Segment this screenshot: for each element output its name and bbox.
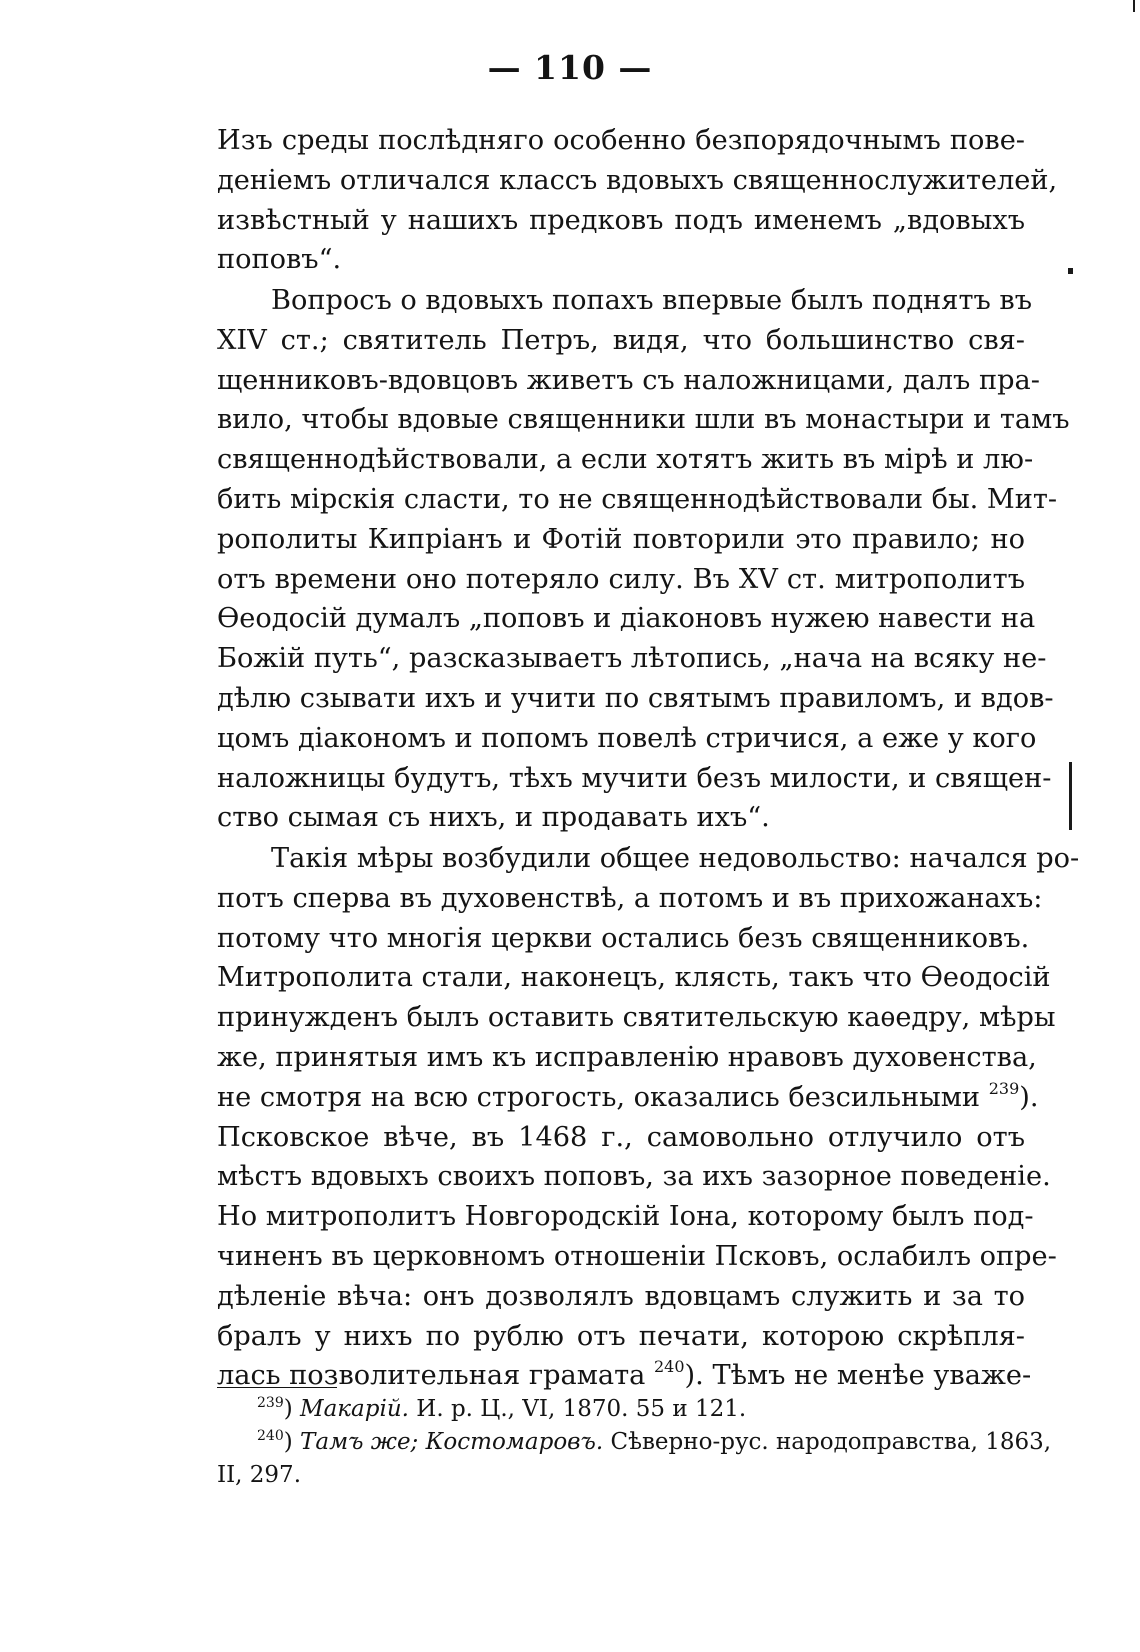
text-line: Такія мѣры возбудили общее недовольство: начался ро- <box>271 843 1080 874</box>
footnote-close: ) <box>283 1429 293 1455</box>
page-number: — 110 — <box>487 48 653 87</box>
footnotes <box>217 1393 1052 1492</box>
text-line: рополиты Кипріанъ и Фотій повторили это правило; но <box>217 523 1025 555</box>
footnote-ref-close: ). <box>684 1360 704 1392</box>
scan-margin-mark <box>1133 0 1135 12</box>
footnote-text: Сѣверно-рус. народоправства, 1863, <box>610 1429 1052 1455</box>
text-line: священнодѣйствовали, а если хотятъ жить въ мірѣ и лю- <box>217 444 1034 476</box>
text-line: поповъ“. <box>217 244 342 276</box>
footnote-author: Макарій. <box>300 1396 409 1422</box>
text-line: Но митрополитъ Новгородскій Іона, которому былъ под- <box>217 1201 1034 1233</box>
footnote-240-continuation: II, 297. <box>217 1462 302 1488</box>
footnote-number: 240 <box>257 1428 284 1444</box>
text-line: бить мірскія сласти, то не священнодѣйствовали бы. Мит- <box>217 483 1058 515</box>
text-line: Изъ среды послѣдняго особенно безпорядочнымъ пове- <box>217 125 1025 156</box>
text-line: извѣстный у нашихъ предковъ подъ именемъ „вдовыхъ <box>217 204 1025 236</box>
footnote-close: ) <box>283 1396 293 1422</box>
text-line: мѣстъ вдовыхъ своихъ поповъ, за ихъ зазорное поведеніе. <box>217 1161 1051 1193</box>
footnote-author: Тамъ же; <box>300 1429 419 1455</box>
text-line: наложницы будутъ, тѣхъ мучити безъ милости, и священ- <box>217 762 1052 794</box>
text-line: XIV ст.; святитель Петръ, видя, что большинство свя- <box>217 324 1025 356</box>
footnote-239 <box>217 1393 1025 1426</box>
footnote-240 <box>217 1426 1052 1459</box>
scan-margin-mark <box>1069 762 1072 830</box>
footnote-ref-close: ). <box>1019 1081 1039 1113</box>
text-line: Вопросъ о вдовыхъ попахъ впервые былъ поднятъ въ <box>271 285 1033 316</box>
footnote-author: Костомаровъ. <box>425 1429 604 1455</box>
text-line: Божій путь“, разсказываетъ лѣтопись, „нача на всяку не- <box>217 643 1047 675</box>
paragraph-3 <box>217 839 1080 1396</box>
text-line: вило, чтобы вдовые священники шли въ монастыри и тамъ <box>217 404 1070 436</box>
paragraph-1 <box>217 121 1058 280</box>
text-segment: Тѣмъ не менѣе уваже- <box>712 1360 1032 1392</box>
footnote-number: 239 <box>257 1395 284 1411</box>
text-line: же, принятыя имъ къ исправленію нравовъ духовенства, <box>217 1041 1037 1073</box>
scan-margin-mark <box>1068 268 1073 274</box>
text-line: чиненъ въ церковномъ отношеніи Псковъ, ослабилъ опре- <box>217 1240 1057 1272</box>
text-segment: лась позволительная грамата <box>217 1360 646 1392</box>
text-line: отъ времени оно потеряло силу. Въ XV ст. митрополитъ <box>217 563 1025 595</box>
text-line: потому что многія церкви остались безъ священниковъ. <box>217 922 1030 954</box>
text-line: Псковское вѣче, въ 1468 г., самовольно отлучило отъ <box>217 1121 1025 1153</box>
text-line: принужденъ былъ оставить святительскую каѳедру, мѣры <box>217 1002 1056 1034</box>
text-line: щенниковъ-вдовцовъ живетъ съ наложницами, далъ пра- <box>217 364 1040 396</box>
text-segment: не смотря на всю строгость, оказались безсильными <box>217 1081 981 1113</box>
text-line: деніемъ отличался классъ вдовыхъ священнослужителей, <box>217 164 1058 196</box>
text-line: дѣлю сзывати ихъ и учити по святымъ правиломъ, и вдов- <box>217 682 1054 714</box>
text-line: бралъ у нихъ по рублю отъ печати, которою скрѣпля- <box>217 1320 1025 1352</box>
footnote-ref-240: 240 <box>653 1357 685 1377</box>
paragraph-2 <box>217 281 1070 838</box>
footnote-ref-239: 239 <box>988 1078 1020 1098</box>
text-line: Ѳеодосій думалъ „поповъ и діаконовъ нужею навести на <box>217 603 1036 635</box>
text-line: цомъ діакономъ и попомъ повелѣ стричися, а еже у кого <box>217 722 1037 754</box>
footnote-text: И. р. Ц., VI, 1870. 55 и 121. <box>416 1396 747 1422</box>
text-line-with-footnote-ref <box>217 1078 1039 1118</box>
footnote-divider <box>217 1387 337 1388</box>
text-line: потъ сперва въ духовенствѣ, а потомъ и въ прихожанахъ: <box>217 882 1043 914</box>
text-line: ство сымая съ нихъ, и продавать ихъ“. <box>217 802 770 834</box>
text-line: Митрополита стали, наконецъ, клясть, такъ что Ѳеодосій <box>217 962 1051 994</box>
text-line-with-footnote-ref <box>217 1356 1032 1396</box>
text-line: дѣленіе вѣча: онъ дозволялъ вдовцамъ служить и за то <box>217 1280 1025 1312</box>
